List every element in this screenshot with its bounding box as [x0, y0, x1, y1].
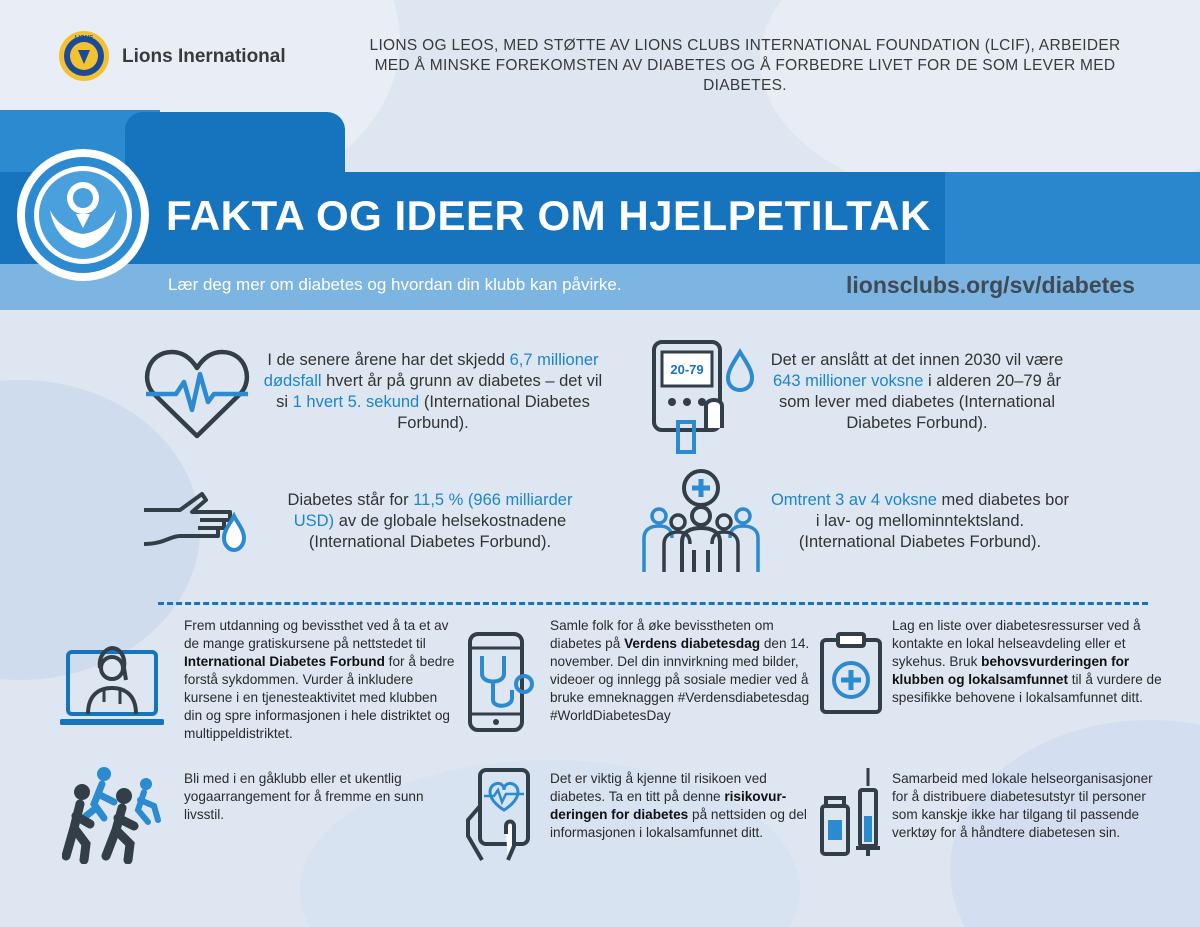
fact-text: I de senere årene har det skjedd	[267, 351, 510, 369]
fact-text: av de globale helsekostnadene (International Diabetes Forbund).	[308, 512, 567, 551]
walking-people-icon	[62, 764, 166, 864]
tip-bold: risikovurderingen for diabetes	[550, 789, 787, 822]
tip-bold: Verdens diabetesdag	[624, 636, 761, 651]
fact-highlight: 1 hvert 5. sekund	[292, 393, 420, 411]
page-title: FAKTA OG IDEER OM HJELPETILTAK	[166, 192, 931, 239]
fact-text: (International Diabetes Forbund).	[397, 393, 590, 432]
phone-touch-icon	[462, 766, 542, 864]
syringe-vial-icon	[816, 766, 888, 858]
lions-logo-icon	[58, 30, 110, 82]
helping-hands-icon	[14, 146, 152, 284]
section-divider	[158, 602, 1148, 605]
tip-text: Lag en liste over diabetesressurser ved å kontakte en lokal helseavdeling eller et sykehus. Bruk	[892, 618, 1141, 669]
tip-bold: International Diabetes Forbund	[184, 654, 385, 669]
tip-text: for å bedre forstå sykdommen. Vurder å inkludere kursene i en tjenesteaktivitet med klubben din og spre informasjonen i hele distriktet og multippeldistriktet.	[184, 654, 455, 741]
heartbeat-icon	[142, 344, 252, 444]
tip-text: Bli med i en gåklubb eller et ukentlig yogaarrangement for å fremme en sunn livsstil.	[184, 771, 424, 822]
tip-diabetes-day	[550, 617, 810, 725]
svg-text:LIONS: LIONS	[74, 35, 94, 42]
fact-highlight: Omtrent 3 av 4 voksne	[770, 491, 937, 509]
fact-text: i alderen 20–79 år som lever med diabetes (International Diabetes Forbund).	[778, 372, 1062, 432]
tip-risk	[550, 770, 815, 842]
website-link[interactable]: lionsclubs.org/sv/diabetes	[846, 272, 1135, 298]
header	[0, 0, 1200, 110]
fact-highlight: 6,7 millioner dødsfall	[263, 351, 599, 390]
fact-deaths	[258, 350, 608, 434]
page-subtitle: Lær deg mer om diabetes og hvordan din klubb kan påvirke.	[168, 275, 622, 294]
fact-text: Det er anslått at det innen 2030 vil være	[770, 351, 1064, 369]
fact-income	[770, 490, 1070, 553]
tip-walking	[184, 770, 454, 824]
group-medical-icon	[640, 466, 762, 576]
fact-highlight: 11,5 % (966 milliarder USD)	[293, 491, 573, 530]
tip-text: Samle folk for å øke bevisstheten om diabetes på	[550, 618, 774, 651]
tip-text: Samarbeid med lokale helseorganisasjoner for å distribuere diabetesutstyr til personer som kanskje ikke har tilgang til passende verktøy for å håndtere diabetesen sin.	[892, 771, 1153, 840]
svg-text:20-79: 20-79	[670, 362, 704, 377]
tip-supplies	[892, 770, 1162, 842]
banner-accent	[945, 172, 1200, 264]
fact-2030	[762, 350, 1072, 434]
tip-resources	[892, 617, 1162, 707]
fact-highlight: 643 millioner voksne	[772, 372, 924, 390]
finger-drop-icon	[140, 488, 252, 558]
tip-text: til å vurdere de spesifikke behovene i lokalsamfunnet ditt.	[892, 672, 1162, 705]
brand-name: Lions Inernational	[122, 46, 286, 67]
tip-text: Frem utdanning og bevissthet ved å ta et av de mange gratiskursene på nettstedet til	[184, 618, 449, 651]
clipboard-medical-icon	[818, 632, 884, 716]
online-course-icon	[60, 638, 164, 734]
mission-statement: LIONS OG LEOS, MED STØTTE AV LIONS CLUBS INTERNATIONAL FOUNDATION (LCIF), ARBEIDER MED Å MINSKE FOREKOMSTEN AV DIABETES OG Å FORBEDRE LIVET FOR DE SOM LEVER MED DIABETES.	[369, 37, 1121, 94]
tip-education	[184, 617, 459, 743]
glucose-meter-icon	[650, 338, 760, 456]
fact-text: med diabetes bor i lav- og mellominntektsland. (International Diabetes Forbund).	[798, 491, 1070, 551]
fact-text: Diabetes står for	[287, 491, 414, 509]
phone-stethoscope-icon	[464, 630, 544, 734]
tip-text: Det er viktig å kjenne til risikoen ved diabetes. Ta en titt på denne	[550, 771, 767, 804]
tip-text: på nettsiden og del informasjonen i lokalsamfunnet ditt.	[550, 807, 807, 840]
fact-costs	[270, 490, 590, 553]
fact-text: hvert år på grunn av diabetes – det vil si	[276, 372, 603, 411]
tip-text: den 14. november. Del din innvirkning med bilder, videoer og innlegg på sosiale medier ved å bruke emneknaggen #Verdensdiabetesdag #WorldDiabetesDay	[550, 636, 810, 723]
tip-bold: behovsvurderingen for klubben og lokalsamfunnet	[892, 654, 1130, 687]
